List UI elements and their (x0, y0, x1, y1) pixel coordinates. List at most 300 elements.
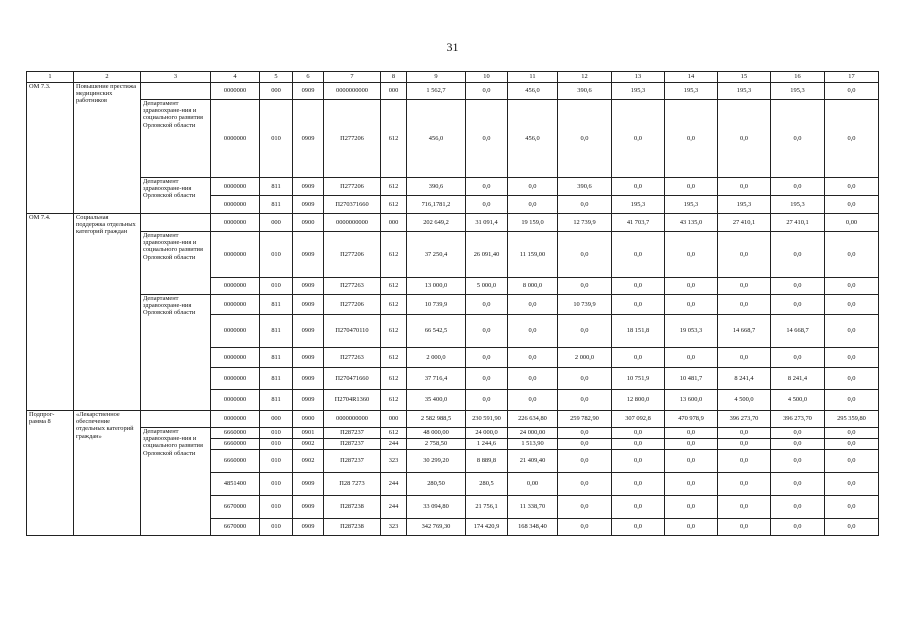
table-cell: 0,0 (718, 232, 771, 278)
table-cell: П287237 (324, 428, 381, 439)
table-cell: 0000000 (211, 83, 260, 100)
table-cell: 0,0 (718, 450, 771, 473)
table-cell: 4 500,0 (718, 390, 771, 411)
table-cell: 811 (260, 368, 293, 390)
table-cell: 226 634,80 (508, 411, 558, 428)
table-cell: 0909 (293, 473, 324, 496)
table-cell: П270371660 (324, 196, 381, 214)
table-cell: 6670000 (211, 496, 260, 519)
table-cell: 0,0 (612, 100, 665, 178)
table-cell: 0,0 (718, 428, 771, 439)
header-row (27, 72, 879, 83)
table-cell: 0,0 (718, 100, 771, 178)
table-cell: 0000000 (211, 100, 260, 178)
table-cell: 010 (260, 496, 293, 519)
table-cell: 390,6 (558, 178, 612, 196)
table-cell: 0,0 (825, 519, 879, 536)
table-cell: 202 649,2 (407, 214, 466, 232)
table-cell: 11 338,70 (508, 496, 558, 519)
table-cell: 10 481,7 (665, 368, 718, 390)
table-cell: 244 (381, 439, 407, 450)
table-cell: П287237 (324, 450, 381, 473)
table-cell: 0,0 (825, 428, 879, 439)
table-cell: 259 782,90 (558, 411, 612, 428)
column-header: 7 (324, 72, 381, 83)
column-header: 14 (665, 72, 718, 83)
table-cell: 0000000 (211, 315, 260, 348)
table-cell: 811 (260, 315, 293, 348)
table-cell: 0,0 (508, 390, 558, 411)
table-cell: 0000000000 (324, 411, 381, 428)
table-cell: 14 668,7 (771, 315, 825, 348)
column-header: 2 (74, 72, 141, 83)
table-cell: 470 978,9 (665, 411, 718, 428)
table-cell: 000 (260, 411, 293, 428)
table-cell: 0,0 (718, 439, 771, 450)
table-cell: П277206 (324, 232, 381, 278)
table-cell: 010 (260, 428, 293, 439)
table-cell: 0,0 (771, 519, 825, 536)
table-cell: 0,0 (466, 196, 508, 214)
table-cell: 0909 (293, 278, 324, 295)
table-cell: 1 562,7 (407, 83, 466, 100)
column-header: 9 (407, 72, 466, 83)
column-header: 5 (260, 72, 293, 83)
table-cell: 195,3 (771, 83, 825, 100)
table-cell: 0,0 (771, 439, 825, 450)
table-cell: 12 800,0 (612, 390, 665, 411)
table-cell: 000 (260, 214, 293, 232)
table-cell: 0,0 (718, 178, 771, 196)
table-cell: 0,0 (466, 390, 508, 411)
table-cell: 0,0 (558, 428, 612, 439)
table-cell: 0,0 (665, 473, 718, 496)
table-cell: 612 (381, 232, 407, 278)
table-cell: 612 (381, 315, 407, 348)
table-cell: 010 (260, 100, 293, 178)
table-cell: П277263 (324, 348, 381, 368)
table-cell: 010 (260, 519, 293, 536)
table-cell: 195,3 (718, 83, 771, 100)
table-cell: 0,0 (825, 439, 879, 450)
table-cell: 0,0 (466, 178, 508, 196)
table-cell: 0900 (293, 411, 324, 428)
table-cell: 0909 (293, 196, 324, 214)
table-cell: 18 151,8 (612, 315, 665, 348)
table-cell: 0,0 (612, 428, 665, 439)
table-cell: 14 668,7 (718, 315, 771, 348)
table-cell: 174 420,9 (466, 519, 508, 536)
table-cell: 6660000 (211, 439, 260, 450)
table-cell: П277263 (324, 278, 381, 295)
table-cell: 0,0 (771, 295, 825, 315)
table-cell: 19 053,3 (665, 315, 718, 348)
table-cell: 0909 (293, 295, 324, 315)
table-cell: 0,0 (771, 348, 825, 368)
table-cell: 0,0 (665, 428, 718, 439)
table-cell: 811 (260, 295, 293, 315)
column-header: 6 (293, 72, 324, 83)
table-cell: 24 000,0 (466, 428, 508, 439)
table-cell: 000 (381, 214, 407, 232)
table-cell: 0,0 (466, 100, 508, 178)
table-cell: 0,0 (665, 278, 718, 295)
table-row (27, 411, 879, 428)
table-cell: 0909 (293, 390, 324, 411)
table-cell: 0,0 (825, 232, 879, 278)
table-cell: 0,0 (612, 295, 665, 315)
table-cell: 0,0 (825, 178, 879, 196)
table-cell: 0,0 (825, 100, 879, 178)
table-cell: 0,0 (718, 519, 771, 536)
table-cell: 230 591,90 (466, 411, 508, 428)
table-cell: 0,0 (466, 348, 508, 368)
table-cell: П287238 (324, 496, 381, 519)
table-cell: 811 (260, 390, 293, 411)
table-cell: 0,0 (558, 473, 612, 496)
table-cell: 0,0 (825, 278, 879, 295)
table-cell: 0,0 (718, 473, 771, 496)
table-cell: 396 273,70 (771, 411, 825, 428)
table-cell: 0,0 (771, 100, 825, 178)
table-cell: 390,6 (558, 83, 612, 100)
column-header: 11 (508, 72, 558, 83)
table-cell: 48 000,00 (407, 428, 466, 439)
table-cell: 0909 (293, 178, 324, 196)
table-cell: 27 410,1 (771, 214, 825, 232)
table-cell: 37 716,4 (407, 368, 466, 390)
table-cell: 0,0 (558, 196, 612, 214)
table-cell: 0,0 (508, 315, 558, 348)
table-cell: 0,0 (612, 278, 665, 295)
table-row (27, 178, 879, 196)
table-cell: 19 159,0 (508, 214, 558, 232)
responsible-executor (141, 214, 211, 232)
table-cell: 0,0 (558, 439, 612, 450)
table-cell: 13 600,0 (665, 390, 718, 411)
table-cell: 323 (381, 519, 407, 536)
table-row (27, 295, 879, 315)
table-cell: 0901 (293, 428, 324, 439)
program-code: Подпрог-рамма 8 (27, 411, 74, 536)
table-cell: 0000000 (211, 368, 260, 390)
table-row (27, 83, 879, 100)
table-cell: 0,0 (771, 450, 825, 473)
table-cell: 43 135,0 (665, 214, 718, 232)
table-cell: 0,0 (825, 295, 879, 315)
table-cell: 0,0 (508, 368, 558, 390)
table-cell: 0,0 (612, 439, 665, 450)
table-cell: 612 (381, 278, 407, 295)
responsible-executor: Департамент здравоохране-ния Орловской области (141, 295, 211, 411)
table-cell: 0,0 (665, 450, 718, 473)
table-cell: 0909 (293, 348, 324, 368)
table-cell: 0909 (293, 232, 324, 278)
table-cell: 612 (381, 295, 407, 315)
table-cell: 0909 (293, 368, 324, 390)
table-cell: 396 273,70 (718, 411, 771, 428)
table-cell: 26 091,40 (466, 232, 508, 278)
table-cell: 0,0 (665, 348, 718, 368)
table-cell: 10 751,9 (612, 368, 665, 390)
table-cell: 30 299,20 (407, 450, 466, 473)
table-cell: 0,0 (771, 428, 825, 439)
table-cell: 13 000,0 (407, 278, 466, 295)
table-cell: 000 (381, 411, 407, 428)
table-cell: 811 (260, 348, 293, 368)
table-cell: 390,6 (407, 178, 466, 196)
responsible-executor: Департамент здравоохране-ния и социального развития Орловской области (141, 232, 211, 295)
table-cell: 8 241,4 (718, 368, 771, 390)
table-cell: 456,0 (407, 100, 466, 178)
table-cell: 0,0 (771, 473, 825, 496)
table-cell: 0,0 (665, 178, 718, 196)
table-cell: 000 (381, 83, 407, 100)
table-cell: 010 (260, 473, 293, 496)
table-cell: 0,0 (558, 232, 612, 278)
table-cell: 0,00 (825, 214, 879, 232)
table-cell: 811 (260, 196, 293, 214)
table-cell: П270470110 (324, 315, 381, 348)
table-cell: 0,0 (466, 295, 508, 315)
responsible-executor: Департамент здравоохране-ния и социального развития Орловской области (141, 100, 211, 178)
table-cell: 0000000000 (324, 214, 381, 232)
table-cell: 0000000 (211, 196, 260, 214)
column-header: 15 (718, 72, 771, 83)
table-cell: П277206 (324, 178, 381, 196)
table-cell: 612 (381, 348, 407, 368)
table-cell: 11 159,00 (508, 232, 558, 278)
table-cell: 0,0 (718, 295, 771, 315)
table-cell: 0,0 (825, 496, 879, 519)
table-cell: 0,0 (771, 278, 825, 295)
table-cell: 0,0 (825, 390, 879, 411)
table-cell: 0,0 (508, 348, 558, 368)
table-cell: 0,0 (612, 348, 665, 368)
table-cell: 0,00 (508, 473, 558, 496)
table-cell: 1 513,90 (508, 439, 558, 450)
table-cell: 31 091,4 (466, 214, 508, 232)
table-cell: 0,0 (665, 439, 718, 450)
table-cell: 66 542,5 (407, 315, 466, 348)
table-cell: 0,0 (825, 450, 879, 473)
table-cell: 0909 (293, 83, 324, 100)
table-cell: 244 (381, 473, 407, 496)
table-cell: 0,0 (558, 368, 612, 390)
program-code: ОМ 7.3. (27, 83, 74, 214)
table-cell: 21 409,40 (508, 450, 558, 473)
table-cell: 244 (381, 496, 407, 519)
table-cell: 4851400 (211, 473, 260, 496)
table-cell: 0,0 (825, 473, 879, 496)
table-cell: 1 244,6 (466, 439, 508, 450)
table-cell: 0,0 (771, 178, 825, 196)
table-cell: 24 000,00 (508, 428, 558, 439)
table-cell: П287237 (324, 439, 381, 450)
table-cell: 010 (260, 450, 293, 473)
table-cell: 0,0 (665, 496, 718, 519)
responsible-executor (141, 83, 211, 100)
table-cell: 0,0 (718, 348, 771, 368)
table-cell: 2 000,0 (407, 348, 466, 368)
table-cell: 456,0 (508, 100, 558, 178)
table-cell: 35 400,0 (407, 390, 466, 411)
table-cell: П277206 (324, 100, 381, 178)
responsible-executor (141, 411, 211, 428)
table-row (27, 214, 879, 232)
program-code: ОМ 7.4. (27, 214, 74, 411)
table-cell: П270471660 (324, 368, 381, 390)
table-cell: 8 000,0 (508, 278, 558, 295)
table-cell: 0909 (293, 519, 324, 536)
table-cell: П277206 (324, 295, 381, 315)
column-header: 12 (558, 72, 612, 83)
column-header: 3 (141, 72, 211, 83)
table-cell: 0,0 (612, 473, 665, 496)
program-name: «Лекарственное обеспечение отдельных категорий граждан» (74, 411, 141, 536)
table-cell: 0,0 (825, 348, 879, 368)
table-cell: 195,3 (665, 83, 718, 100)
table-cell: 2 582 988,5 (407, 411, 466, 428)
column-header: 17 (825, 72, 879, 83)
table-cell: 195,3 (665, 196, 718, 214)
table-cell: 0,0 (558, 315, 612, 348)
table-cell: 716,1781,2 (407, 196, 466, 214)
table-cell: 5 000,0 (466, 278, 508, 295)
table-cell: П28 7273 (324, 473, 381, 496)
table-cell: 8 241,4 (771, 368, 825, 390)
program-name: Повышение престижа медицинских работников (74, 83, 141, 214)
column-header: 1 (27, 72, 74, 83)
table-cell: 0000000 (211, 390, 260, 411)
column-header: 16 (771, 72, 825, 83)
table-cell: 0,0 (466, 368, 508, 390)
table-row (27, 100, 879, 178)
table-cell: 0,0 (825, 368, 879, 390)
table-cell: 0909 (293, 315, 324, 348)
table-cell: 280,50 (407, 473, 466, 496)
table-cell: 0909 (293, 100, 324, 178)
table-cell: 0,0 (558, 390, 612, 411)
table-cell: 342 769,30 (407, 519, 466, 536)
table-cell: 8 889,8 (466, 450, 508, 473)
table-cell: 0902 (293, 439, 324, 450)
table-cell: 612 (381, 390, 407, 411)
table-cell: 0,0 (665, 295, 718, 315)
table-cell: 0000000 (211, 411, 260, 428)
table-cell: 0,0 (466, 315, 508, 348)
table-cell: 6660000 (211, 428, 260, 439)
responsible-executor: Департамент здравоохране-ния и социального развития Орловской области (141, 428, 211, 536)
table-cell: 010 (260, 278, 293, 295)
table-row (27, 232, 879, 278)
table-cell: 280,5 (466, 473, 508, 496)
table-cell: 195,3 (771, 196, 825, 214)
table-cell: 2 000,0 (558, 348, 612, 368)
table-cell: П287238 (324, 519, 381, 536)
table-cell: 0,0 (558, 100, 612, 178)
table-cell: 41 703,7 (612, 214, 665, 232)
table-cell: 0000000 (211, 214, 260, 232)
table-cell: 0,0 (558, 519, 612, 536)
table-cell: 0,0 (508, 196, 558, 214)
table-cell: 0,0 (612, 232, 665, 278)
table-cell: 612 (381, 100, 407, 178)
table-cell: 0000000 (211, 348, 260, 368)
table-cell: 0902 (293, 450, 324, 473)
table-cell: 0,0 (665, 232, 718, 278)
table-cell: 0,0 (558, 450, 612, 473)
table-cell: 195,3 (612, 196, 665, 214)
table-cell: 0000000 (211, 295, 260, 315)
table-cell: 0,0 (825, 196, 879, 214)
table-cell: 0,0 (558, 278, 612, 295)
table-cell: 0,0 (612, 178, 665, 196)
table-row (27, 428, 879, 439)
table-cell: 0,0 (508, 178, 558, 196)
table-cell: 0,0 (771, 496, 825, 519)
table-cell: 0,0 (558, 496, 612, 519)
table-cell: 0,0 (612, 450, 665, 473)
table-cell: 0000000 (211, 178, 260, 196)
table-cell: 0,0 (508, 295, 558, 315)
table-cell: 0,0 (665, 519, 718, 536)
column-header: 13 (612, 72, 665, 83)
column-header: 4 (211, 72, 260, 83)
table-cell: 811 (260, 178, 293, 196)
table-cell: 612 (381, 196, 407, 214)
table-cell: 295 359,80 (825, 411, 879, 428)
table-cell: 21 756,1 (466, 496, 508, 519)
table-cell: 612 (381, 178, 407, 196)
table-cell: 0000000 (211, 232, 260, 278)
table-cell: 323 (381, 450, 407, 473)
table-cell: 456,0 (508, 83, 558, 100)
table-cell: 0,0 (718, 496, 771, 519)
table-cell: 4 500,0 (771, 390, 825, 411)
table-cell: 010 (260, 232, 293, 278)
table-cell: 0,0 (825, 83, 879, 100)
table-cell: 307 092,8 (612, 411, 665, 428)
page-number: 31 (446, 40, 459, 54)
table-cell: 6670000 (211, 519, 260, 536)
table-cell: 195,3 (612, 83, 665, 100)
program-name: Социальная поддержка отдельных категорий граждан (74, 214, 141, 411)
table-cell: П2704R1360 (324, 390, 381, 411)
table-cell: 0,0 (718, 278, 771, 295)
table-cell: 0,0 (612, 496, 665, 519)
table-cell: 2 758,50 (407, 439, 466, 450)
table-cell: 0909 (293, 496, 324, 519)
table-cell: 33 094,80 (407, 496, 466, 519)
table-cell: 10 739,9 (558, 295, 612, 315)
table-cell: 010 (260, 439, 293, 450)
column-header: 8 (381, 72, 407, 83)
column-header: 10 (466, 72, 508, 83)
budget-table (26, 71, 879, 536)
table-cell: 168 348,40 (508, 519, 558, 536)
table-cell: 0000000000 (324, 83, 381, 100)
table-cell: 000 (260, 83, 293, 100)
table-cell: 0,0 (612, 519, 665, 536)
table-cell: 10 739,9 (407, 295, 466, 315)
table-cell: 195,3 (718, 196, 771, 214)
responsible-executor: Департамент здравоохране-ния Орловской области (141, 178, 211, 214)
table-cell: 0000000 (211, 278, 260, 295)
table-cell: 6660000 (211, 450, 260, 473)
table-cell: 37 250,4 (407, 232, 466, 278)
table-cell: 0900 (293, 214, 324, 232)
